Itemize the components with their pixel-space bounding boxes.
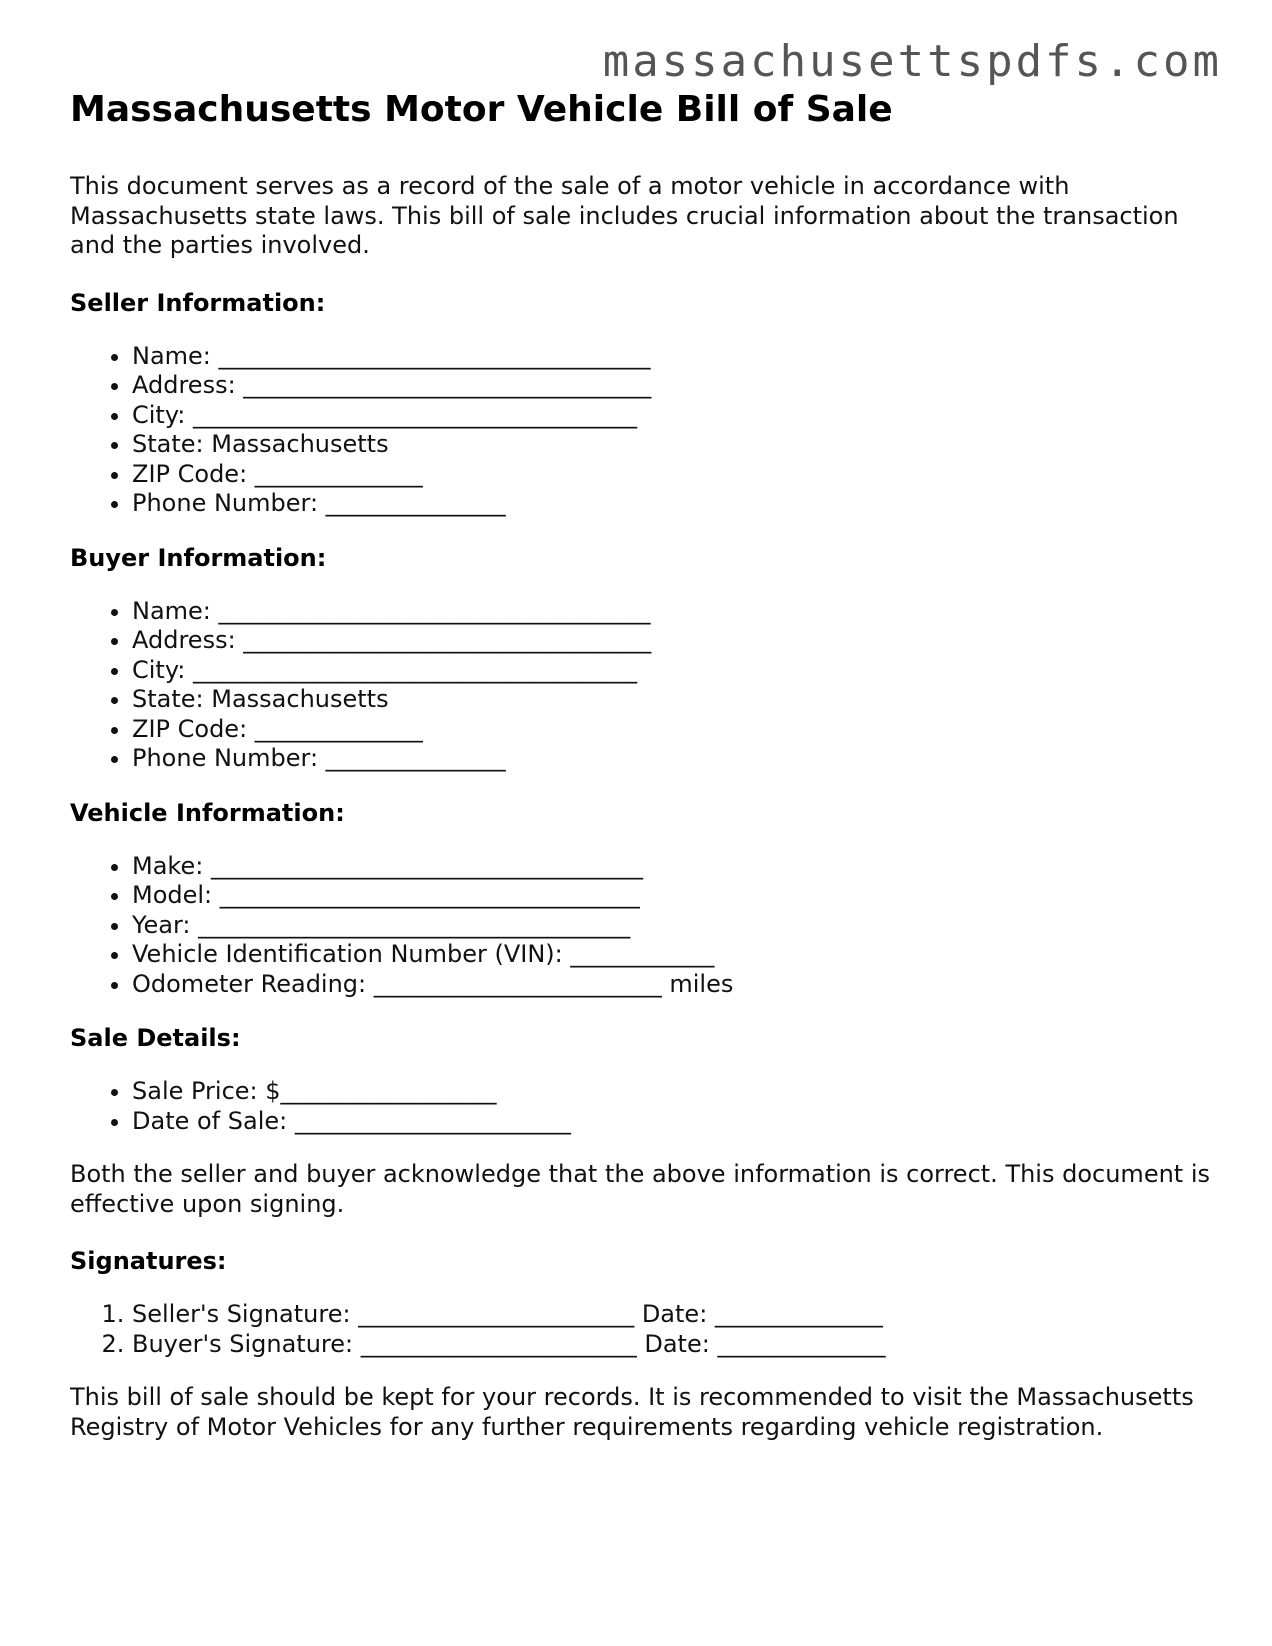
watermark: massachusettspdfs.com bbox=[602, 36, 1222, 87]
buyer-city-field: • City: _____________________________________ bbox=[132, 656, 1210, 686]
intro-paragraph: This document serves as a record of the sale of a motor vehicle in accordance with Massachusetts state laws. This bill of sale includes crucial information about the transaction and the parties involved. bbox=[70, 172, 1179, 259]
seller-signature-field: 1. Seller's Signature: _______________________ Date: ______________ bbox=[132, 1300, 1210, 1330]
sale-list bbox=[70, 1077, 1210, 1136]
vehicle-heading: Vehicle Information: bbox=[70, 798, 345, 827]
closing-paragraph: This bill of sale should be kept for your records. It is recommended to visit the Massachusetts Registry of Motor Vehicles for any further requirements regarding vehicle registration. bbox=[70, 1383, 1194, 1441]
vehicle-odometer-field: • Odometer Reading: ________________________ miles bbox=[132, 970, 1210, 1000]
signatures-list bbox=[70, 1300, 1210, 1359]
buyer-phone-field: • Phone Number: _______________ bbox=[132, 744, 1210, 774]
vehicle-model-field: • Model: ___________________________________ bbox=[132, 881, 1210, 911]
sale-heading: Sale Details: bbox=[70, 1024, 241, 1052]
buyer-zip-field: • ZIP Code: ______________ bbox=[132, 715, 1210, 745]
buyer-signature-field: 2. Buyer's Signature: _______________________ Date: ______________ bbox=[132, 1330, 1210, 1360]
signatures-heading: Signatures: bbox=[70, 1247, 227, 1275]
sale-date-field: • Date of Sale: _______________________ bbox=[132, 1107, 1210, 1137]
buyer-heading: Buyer Information: bbox=[70, 543, 327, 572]
vehicle-year-field: • Year: ____________________________________ bbox=[132, 911, 1210, 941]
document-title: Massachusetts Motor Vehicle Bill of Sale bbox=[70, 89, 893, 130]
buyer-address-field: • Address: __________________________________ bbox=[132, 626, 1210, 656]
acknowledgement-paragraph: Both the seller and buyer acknowledge that the above information is correct. This document is effective upon signing. bbox=[70, 1160, 1210, 1218]
sale-price-field: • Sale Price: $__________________ bbox=[132, 1077, 1210, 1107]
seller-state-field: • State: Massachusetts bbox=[132, 430, 1210, 460]
seller-phone-field: • Phone Number: _______________ bbox=[132, 489, 1210, 519]
vehicle-vin-field: • Vehicle Identification Number (VIN): ____________ bbox=[132, 940, 1210, 970]
seller-list bbox=[70, 342, 1210, 519]
buyer-state-field: • State: Massachusetts bbox=[132, 685, 1210, 715]
seller-zip-field: • ZIP Code: ______________ bbox=[132, 460, 1210, 490]
buyer-name-field: • Name: ____________________________________ bbox=[132, 597, 1210, 627]
buyer-list bbox=[70, 597, 1210, 774]
seller-heading: Seller Information: bbox=[70, 288, 326, 317]
seller-name-field: • Name: ____________________________________ bbox=[132, 342, 1210, 372]
seller-city-field: • City: _____________________________________ bbox=[132, 401, 1210, 431]
seller-address-field: • Address: __________________________________ bbox=[132, 371, 1210, 401]
document-body bbox=[70, 88, 1210, 1469]
vehicle-make-field: • Make: ____________________________________ bbox=[132, 852, 1210, 882]
vehicle-list bbox=[70, 852, 1210, 1000]
